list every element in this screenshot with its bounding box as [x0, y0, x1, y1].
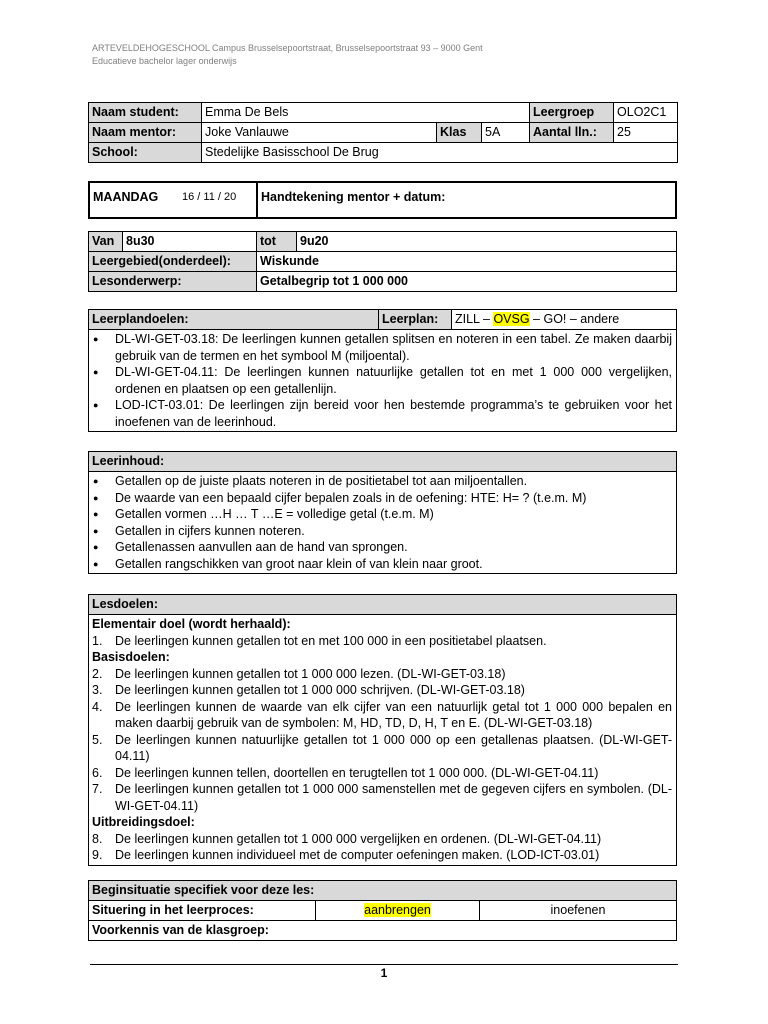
goals-cell	[89, 615, 677, 866]
goal-number: 2.	[92, 666, 103, 681]
goal-number: 4.	[92, 699, 103, 714]
school-header	[92, 42, 483, 68]
day-date: 16 / 11 / 20	[179, 182, 257, 218]
goal-text: De leerlingen kunnen getallen tot 1 000 000 lezen. (DL-WI-GET-03.18)	[115, 666, 506, 681]
day-label: MAANDAG	[89, 182, 179, 218]
curriculum-table	[88, 309, 677, 432]
curriculum-goal: ● LOD-ICT-03.01: De leerlingen zijn bereid voor hen bestemde programma’s te gebruiken voor het inoefenen van de leerinhoud.	[92, 397, 672, 430]
goal-number: 7.	[92, 782, 103, 796]
footer-divider	[90, 964, 678, 965]
signature-label: Handtekening mentor + datum:	[257, 182, 676, 218]
goal-item	[92, 682, 672, 699]
class-value: 5A	[482, 123, 530, 143]
situating-label: Situering in het leerproces:	[89, 901, 316, 921]
topic-label: Lesonderwerp:	[89, 272, 257, 292]
extension-goals-list	[92, 831, 672, 864]
plan-highlight: OVSG	[493, 312, 530, 326]
goal-text: De leerlingen kunnen individueel met de computer oefeningen maken. (LOD-ICT-03.01)	[115, 848, 600, 862]
curriculum-goals-cell	[89, 330, 677, 432]
goal-item	[92, 781, 672, 814]
goal-item	[92, 633, 672, 650]
goal-text: De leerlingen kunnen natuurlijke getallen tot 1 000 000 op een getallenas plaatsen. (DL-WI-GET-04.11)	[115, 732, 672, 763]
school-label: School:	[89, 143, 202, 163]
content-item: ● Getallen vormen …H … T …E = volledige getal (t.e.m. M)	[92, 506, 672, 523]
goal-number: 3.	[92, 683, 103, 697]
goal-number: 6.	[92, 765, 103, 780]
class-label: Klas	[437, 123, 482, 143]
content-item: ● Getallen rangschikken van groot naar klein of van klein naar groot.	[92, 556, 672, 573]
situating-option-2: inoefenen	[480, 901, 677, 921]
count-label: Aantal lln.:	[530, 123, 614, 143]
area-value: Wiskunde	[257, 252, 677, 272]
goal-text: De leerlingen kunnen getallen tot 1 000 000 schrijven. (DL-WI-GET-03.18)	[115, 683, 525, 697]
goal-text: De leerlingen kunnen getallen tot en met 100 000 in een positietabel plaatsen.	[115, 633, 547, 648]
group-label: Leergroep	[530, 103, 614, 123]
plan-before: ZILL –	[455, 312, 494, 326]
mentor-value: Joke Vanlauwe	[202, 123, 437, 143]
content-item: ● De waarde van een bepaald cijfer bepalen zoals in de oefening: HTE: H= ? (t.e.m. M)	[92, 490, 672, 507]
header-line-1: ARTEVELDEHOGESCHOOL Campus Brusselsepoortstraat, Brusselsepoortstraat 93 – 9000 Gent	[92, 43, 483, 53]
prior-knowledge-label: Voorkennis van de klasgroep:	[89, 921, 677, 941]
goal-text: De leerlingen kunnen tellen, doortellen en terugtellen tot 1 000 000. (DL-WI-GET-04.11)	[115, 765, 599, 780]
mentor-label: Naam mentor:	[89, 123, 202, 143]
lesson-table	[88, 231, 677, 292]
goal-text: De leerlingen kunnen getallen tot 1 000 000 vergelijken en ordenen. (DL-WI-GET-04.11)	[115, 831, 602, 846]
content-list	[92, 473, 672, 572]
goal-item	[92, 847, 672, 864]
elementary-goal-heading: Elementair doel (wordt herhaald):	[92, 617, 291, 631]
goal-item	[92, 699, 672, 732]
situating-option-1	[316, 901, 480, 921]
curriculum-goal: ● DL-WI-GET-03.18: De leerlingen kunnen getallen splitsen en noteren in een tabel. Ze maken daarbij gebruik van de termen en het symbool M (miljoental).	[92, 331, 672, 364]
goal-text: De leerlingen kunnen de waarde van elk cijfer van een natuurlijk getal tot 1 000 000 bepalen en maken daarbij gebruik van de symbolen: M, HD, TD, D, H, T en E. (DL-WI-GET-03.18)	[115, 699, 672, 730]
goal-text: De leerlingen kunnen getallen tot 1 000 000 samenstellen met de gegeven cijfers en symbolen. (DL-WI-GET-04.11)	[115, 782, 672, 813]
goal-number: 8.	[92, 831, 103, 846]
goal-item	[92, 765, 672, 782]
student-name-label: Naam student:	[89, 103, 202, 123]
topic-value: Getalbegrip tot 1 000 000	[257, 272, 677, 292]
from-value: 8u30	[123, 232, 257, 252]
goal-item	[92, 831, 672, 848]
start-situation-table	[88, 880, 677, 941]
goals-table	[88, 594, 677, 866]
school-value: Stedelijke Basisschool De Brug	[202, 143, 678, 163]
plan-value	[452, 310, 677, 330]
curriculum-goals-list	[92, 331, 672, 430]
group-value: OLO2C1	[614, 103, 678, 123]
student-name-value: Emma De Bels	[202, 103, 530, 123]
basic-goals-list	[92, 666, 672, 815]
curriculum-goal: ● DL-WI-GET-04.11: De leerlingen kunnen natuurlijke getallen tot en met 1 000 000 vergelijken, ordenen en plaatsen op een getallenlijn.	[92, 364, 672, 397]
student-info-table	[88, 102, 678, 163]
content-item: ● Getallen op de juiste plaats noteren in de positietabel tot aan miljoentallen.	[92, 473, 672, 490]
plan-label: Leerplan:	[379, 310, 452, 330]
goals-label: Lesdoelen:	[89, 595, 677, 615]
elementary-goal-list	[92, 633, 672, 650]
start-situation-label: Beginsituatie specifiek voor deze les:	[89, 881, 677, 901]
goal-number: 1.	[92, 633, 103, 648]
goal-item	[92, 732, 672, 765]
situating-option-1-text: aanbrengen	[364, 903, 431, 917]
from-label: Van	[89, 232, 123, 252]
content-item: ● Getallen in cijfers kunnen noteren.	[92, 523, 672, 540]
page-number: 1	[380, 966, 388, 980]
to-value: 9u20	[297, 232, 677, 252]
goal-number: 9.	[92, 848, 103, 862]
count-value: 25	[614, 123, 678, 143]
header-line-2: Educatieve bachelor lager onderwijs	[92, 56, 237, 66]
day-table	[88, 181, 677, 219]
curriculum-goals-label: Leerplandoelen:	[89, 310, 379, 330]
extension-goal-heading: Uitbreidingsdoel:	[92, 815, 195, 829]
content-item: ● Getallenassen aanvullen aan de hand van sprongen.	[92, 539, 672, 556]
goal-item	[92, 666, 672, 683]
content-label: Leerinhoud:	[89, 452, 677, 472]
area-label: Leergebied(onderdeel):	[89, 252, 257, 272]
goal-number: 5.	[92, 732, 103, 747]
plan-after: – GO! – andere	[529, 312, 620, 326]
to-label: tot	[257, 232, 297, 252]
basic-goals-heading: Basisdoelen:	[92, 650, 170, 664]
content-cell	[89, 472, 677, 574]
content-table	[88, 451, 677, 574]
